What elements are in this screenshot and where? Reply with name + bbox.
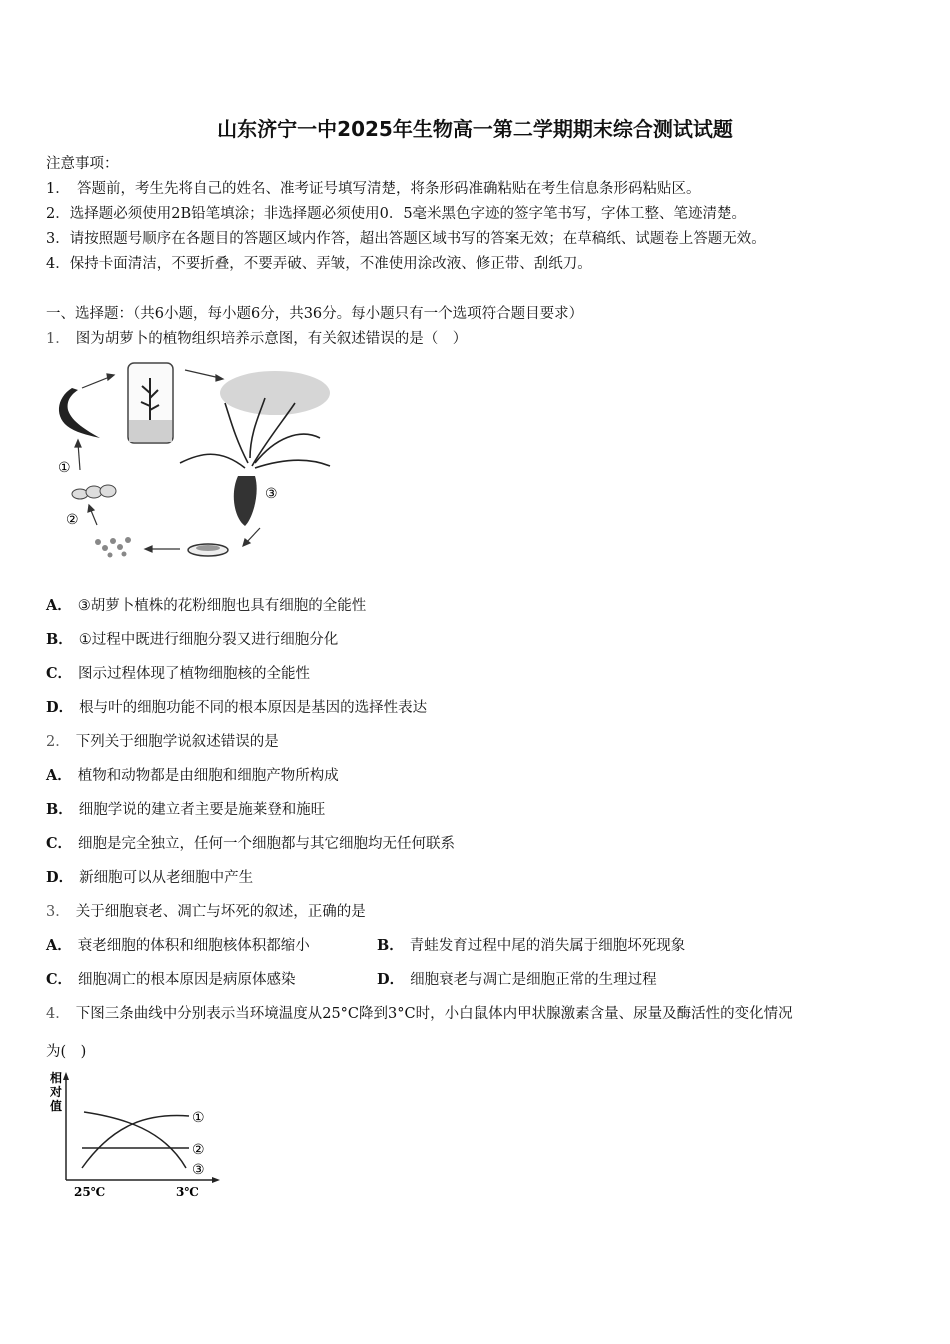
question-number: 4． bbox=[46, 1006, 70, 1022]
option-b[interactable] bbox=[46, 628, 338, 649]
option-text: 细胞是完全独立，任何一个细胞都与其它细胞均无任何联系 bbox=[78, 836, 456, 852]
arrow-head bbox=[145, 546, 152, 552]
option-text: ③胡萝卜植株的花粉细胞也具有细胞的全能性 bbox=[77, 598, 367, 614]
option-a[interactable] bbox=[46, 594, 366, 615]
page-title: 山东济宁一中2025年生物高一第二学期期末综合测试试题 bbox=[217, 117, 733, 141]
carrot-tissue-culture-figure bbox=[50, 358, 340, 563]
option-text: 衰老细胞的体积和细胞核体积都缩小 bbox=[77, 938, 310, 954]
question-text: 图为胡萝卜的植物组织培养示意图，有关叙述错误的是（ ） bbox=[75, 331, 468, 347]
curve-label-1: ① bbox=[192, 1110, 205, 1126]
question-4-stem-cont: 为( ) bbox=[46, 1044, 87, 1060]
option-label: B． bbox=[46, 631, 73, 648]
cell-cluster bbox=[72, 485, 116, 499]
figure-label-2: ② bbox=[66, 512, 79, 528]
option-c[interactable] bbox=[46, 662, 310, 683]
question-number: 1． bbox=[46, 331, 70, 347]
question-text: 下列关于细胞学说叙述错误的是 bbox=[75, 734, 279, 750]
figure-label-1: ① bbox=[58, 460, 71, 476]
culture-medium bbox=[129, 420, 172, 442]
temperature-curves-graph bbox=[44, 1068, 224, 1203]
option-c[interactable] bbox=[46, 968, 296, 989]
curve-1 bbox=[82, 1116, 189, 1168]
option-a[interactable] bbox=[46, 934, 310, 955]
option-text: 根与叶的细胞功能不同的根本原因是基因的选择性表达 bbox=[79, 700, 428, 716]
option-label: B． bbox=[377, 937, 404, 954]
y-label-char: 对 bbox=[50, 1085, 63, 1099]
option-label: A． bbox=[46, 937, 72, 954]
x-axis-arrow bbox=[212, 1177, 220, 1183]
option-text: 植物和动物都是由细胞和细胞产物所构成 bbox=[77, 768, 339, 784]
option-d[interactable] bbox=[377, 968, 657, 989]
option-text: 细胞衰老与凋亡是细胞正常的生理过程 bbox=[410, 972, 657, 988]
callus bbox=[196, 545, 220, 551]
suspended-cells bbox=[95, 537, 131, 558]
y-label-char: 相 bbox=[50, 1071, 63, 1085]
notice-item: 2．选择题必须使用2B铅笔填涂；非选择题必须使用0．5毫米黑色字迹的签字笔书写，字体工整、笔迹清楚。 bbox=[46, 206, 747, 222]
option-a[interactable] bbox=[46, 764, 339, 785]
arrow-head bbox=[75, 440, 81, 447]
question-number: 2． bbox=[46, 734, 70, 750]
section-heading: 一、选择题：（共6小题，每小题6分，共36分。每小题只有一个选项符合题目要求） bbox=[46, 306, 584, 322]
curve-3 bbox=[84, 1112, 186, 1168]
root-explant bbox=[59, 388, 100, 438]
option-text: 细胞凋亡的根本原因是病原体感染 bbox=[78, 972, 296, 988]
notice-heading: 注意事项： bbox=[46, 156, 119, 172]
notice-item: 4．保持卡面清洁，不要折叠，不要弄破、弄皱，不准使用涂改液、修正带、刮纸刀。 bbox=[46, 256, 592, 272]
figure-label-3: ③ bbox=[265, 486, 278, 502]
option-text: 青蛙发育过程中尾的消失属于细胞坏死现象 bbox=[409, 938, 686, 954]
option-d[interactable] bbox=[46, 696, 427, 717]
option-label: C． bbox=[46, 971, 73, 988]
y-label-char: 值 bbox=[50, 1099, 63, 1113]
option-label: C． bbox=[46, 665, 73, 682]
question-text: 下图三条曲线中分别表示当环境温度从25°C降到3°C时，小白鼠体内甲状腺激素含量、尿量及酶活性的变化情况 bbox=[75, 1006, 793, 1022]
arrow-head bbox=[107, 374, 114, 380]
option-label: D． bbox=[46, 869, 74, 886]
option-label: A． bbox=[46, 597, 72, 614]
arrow-head bbox=[88, 505, 94, 512]
question-text: 关于细胞衰老、凋亡与坏死的叙述，正确的是 bbox=[75, 904, 366, 920]
curve-label-2: ② bbox=[192, 1142, 205, 1158]
question-3-stem bbox=[46, 900, 366, 921]
option-text: ①过程中既进行细胞分裂又进行细胞分化 bbox=[78, 632, 339, 648]
question-1-stem bbox=[46, 327, 467, 348]
y-axis-arrow bbox=[63, 1072, 69, 1080]
arrow bbox=[185, 370, 220, 378]
x-tick-start: 25℃ bbox=[74, 1185, 106, 1199]
option-label: A． bbox=[46, 767, 72, 784]
option-label: D． bbox=[46, 699, 74, 716]
notice-item: 1． 答题前，考生先将自己的姓名、准考证号填写清楚，将条形码准确粘贴在考生信息条形码粘贴区。 bbox=[46, 181, 701, 197]
option-b[interactable] bbox=[46, 798, 325, 819]
curve-label-3: ③ bbox=[192, 1162, 205, 1178]
option-c[interactable] bbox=[46, 832, 455, 853]
option-label: B． bbox=[46, 801, 73, 818]
question-number: 3． bbox=[46, 904, 70, 920]
option-text: 细胞学说的建立者主要是施莱登和施旺 bbox=[78, 802, 326, 818]
question-2-stem bbox=[46, 730, 279, 751]
option-label: C． bbox=[46, 835, 73, 852]
option-text: 图示过程体现了植物细胞核的全能性 bbox=[78, 666, 311, 682]
option-d[interactable] bbox=[46, 866, 253, 887]
carrot-root bbox=[234, 476, 257, 526]
x-tick-end: 3℃ bbox=[176, 1185, 199, 1199]
option-label: D． bbox=[377, 971, 405, 988]
notice-item: 3．请按照题号顺序在各题目的答题区域内作答，超出答题区域书写的答案无效；在草稿纸、试题卷上答题无效。 bbox=[46, 231, 766, 247]
flower-umbel bbox=[220, 371, 330, 415]
option-text: 新细胞可以从老细胞中产生 bbox=[79, 870, 254, 886]
question-4-stem bbox=[46, 1002, 793, 1023]
option-b[interactable] bbox=[377, 934, 685, 955]
arrow-head bbox=[216, 375, 223, 381]
